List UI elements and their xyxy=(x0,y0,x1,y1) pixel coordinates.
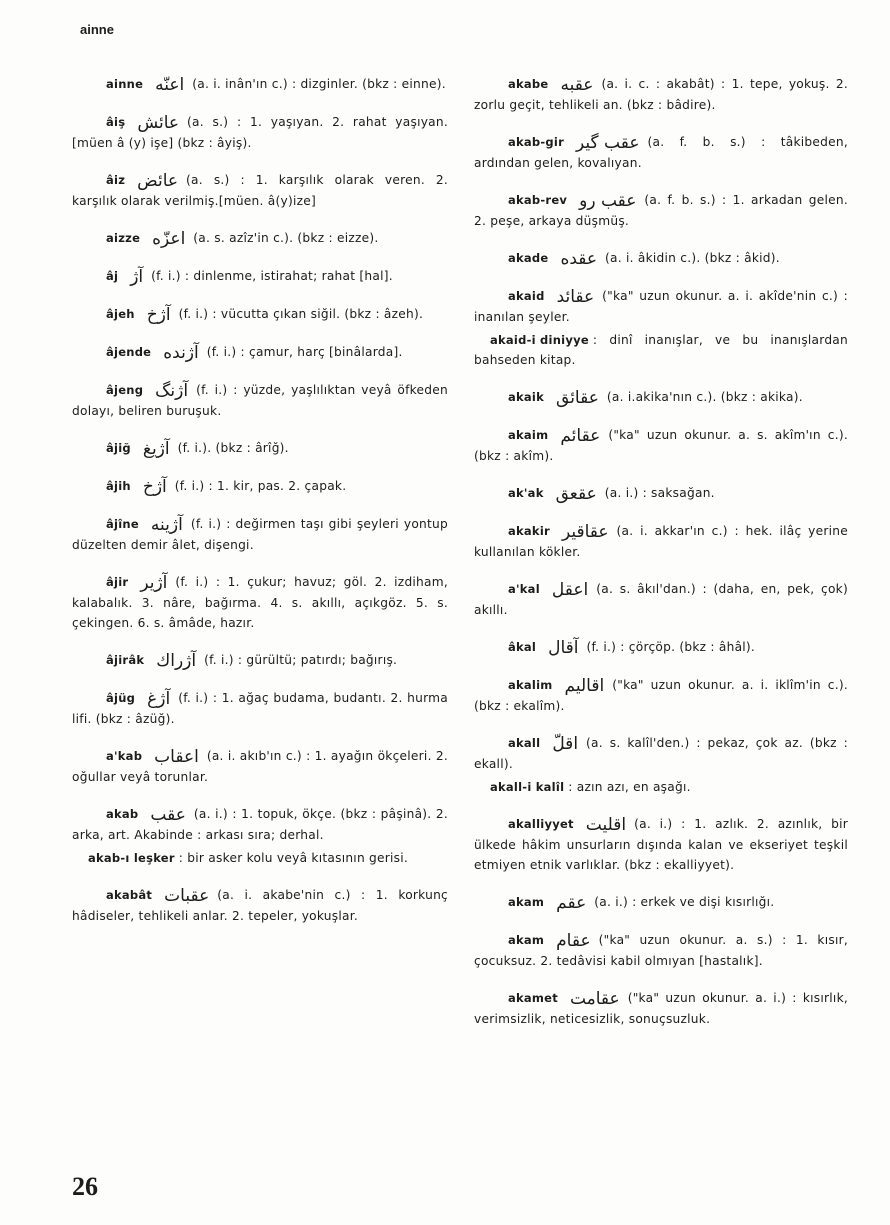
entry-headword: akab xyxy=(106,807,139,821)
entry-arabic-script: اعنّه xyxy=(155,75,185,95)
entry-headword: âjüg xyxy=(106,691,136,705)
entry-arabic-script: عقب رو xyxy=(579,191,637,211)
entry-arabic-script: عقب گیر xyxy=(576,133,640,153)
dictionary-entry xyxy=(474,733,848,774)
entry-headword: âiz xyxy=(106,173,126,187)
dictionary-entry xyxy=(474,387,848,408)
dictionary-entry xyxy=(72,688,448,729)
dictionary-entry xyxy=(474,814,848,875)
dictionary-entry xyxy=(474,930,848,971)
dictionary-entry xyxy=(474,483,848,504)
entry-definition: (f. i.). (bkz : ârîğ). xyxy=(177,441,289,455)
entry-definition: (a. s.) : 1. karşılık olarak veren. 2. karşılık olarak verilmiş.[müen. â(y)ize] xyxy=(72,173,448,208)
entry-arabic-script: عقائد xyxy=(556,287,595,307)
entry-headword: akab-rev xyxy=(508,193,568,207)
entry-headword: akam xyxy=(508,933,545,947)
entry-headword: akab-ı leşker xyxy=(88,851,175,865)
dictionary-entry xyxy=(72,885,448,926)
entry-arabic-script: عقائق xyxy=(556,388,599,408)
entry-headword: âkal xyxy=(508,640,537,654)
entry-headword: akakir xyxy=(508,524,550,538)
dictionary-entry xyxy=(474,286,848,327)
entry-definition: (f. i.) : çamur, harç [binâlarda]. xyxy=(206,345,403,359)
entry-headword: âjirâk xyxy=(106,653,145,667)
entry-definition: (f. i.) : vücutta çıkan siğil. (bkz : âzeh). xyxy=(178,307,424,321)
entry-definition: (a. i. c. : akabât) : 1. tepe, yokuş. 2. zorlu geçit, tehlikeli an. (bkz : bâdire). xyxy=(474,77,848,112)
entry-definition: (a. i.) : erkek ve dişi kısırlığı. xyxy=(594,895,775,909)
entry-definition: (f. i.) : dinlenme, istirahat; rahat [hal]. xyxy=(151,269,393,283)
entry-headword: âjîne xyxy=(106,517,139,531)
entry-definition: (a. i. akıb'ın c.) : 1. ayağın ökçeleri. 2. oğullar veyâ torunlar. xyxy=(72,749,448,784)
entry-arabic-script: عقعق xyxy=(555,484,597,504)
entry-headword: a'kal xyxy=(508,582,540,596)
dictionary-entry xyxy=(474,777,848,797)
entry-headword: akalim xyxy=(508,678,553,692)
dictionary-entry xyxy=(72,848,448,868)
entry-arabic-script: عقبات xyxy=(164,886,210,906)
dictionary-entry xyxy=(474,74,848,115)
dictionary-entry xyxy=(72,650,448,671)
right-column xyxy=(474,74,848,1046)
entry-headword: akam xyxy=(508,895,545,909)
entry-definition: (a. f. b. s.) : 1. arkadan gelen. 2. peşe, arkaya düşmüş. xyxy=(474,193,848,228)
page-number: 26 xyxy=(72,1172,98,1201)
running-head: ainne xyxy=(80,22,114,37)
entry-arabic-script: عائش xyxy=(137,113,180,133)
dictionary-entry xyxy=(72,572,448,633)
entry-definition: (a. i.) : 1. topuk, ökçe. (bkz : pâşinâ). 2. arka, art. Akabinde : arkası sıra; derhal. xyxy=(72,807,448,842)
entry-definition: (f. i.) : yüzde, yaşlılıktan veyâ öfkeden dolayı, beliren buruşuk. xyxy=(72,383,448,418)
entry-headword: âjeng xyxy=(106,383,144,397)
entry-headword: ainne xyxy=(106,77,144,91)
entry-arabic-script: آژخ xyxy=(142,477,167,497)
entry-headword: âjir xyxy=(106,575,129,589)
entry-headword: ak'ak xyxy=(508,486,544,500)
entry-definition: (f. i.) : 1. ağaç budama, budantı. 2. hurma lifi. (bkz : âzüğ). xyxy=(72,691,448,726)
dictionary-entry xyxy=(474,637,848,658)
entry-definition: : azın azı, en aşağı. xyxy=(568,780,691,794)
left-column xyxy=(72,74,448,943)
entry-definition: (a. s. azîz'in c.). (bkz : eizze). xyxy=(193,231,379,245)
entry-definition: (a. f. b. s.) : tâkibeden, ardından gelen, kovalıyan. xyxy=(474,135,848,170)
entry-arabic-script: اقالیم xyxy=(564,676,605,696)
entry-headword: âjiğ xyxy=(106,441,131,455)
entry-definition: (a. s. kalîl'den.) : pekaz, çok az. (bkz : ekall). xyxy=(474,736,848,771)
entry-definition: ("ka" uzun okunur. a. i. iklîm'in c.). (bkz : ekalîm). xyxy=(474,678,848,713)
entry-headword: âj xyxy=(106,269,119,283)
dictionary-entry xyxy=(474,248,848,269)
entry-definition: (a. s.) : 1. yaşıyan. 2. rahat yaşıyan.[müen â (y) işe] (bkz : âyiş). xyxy=(72,115,448,150)
entry-definition: : bir asker kolu veyâ kıtasının gerisi. xyxy=(178,851,409,865)
dictionary-entry xyxy=(474,190,848,231)
entry-headword: akall-i kalîl xyxy=(490,780,565,794)
dictionary-entry xyxy=(72,342,448,363)
entry-headword: akabât xyxy=(106,888,153,902)
dictionary-entry xyxy=(72,266,448,287)
entry-headword: akamet xyxy=(508,991,558,1005)
dictionary-entry xyxy=(72,476,448,497)
dictionary-entry xyxy=(474,892,848,913)
entry-definition: (f. i.) : 1. kir, pas. 2. çapak. xyxy=(174,479,347,493)
entry-definition: (a. s. âkıl'dan.) : (daha, en, pek, çok) akıllı. xyxy=(474,582,848,617)
dictionary-entry xyxy=(72,304,448,325)
entry-arabic-script: آژنده xyxy=(163,343,199,363)
entry-arabic-script: اعقاب xyxy=(154,747,199,767)
entry-headword: akaid xyxy=(508,289,545,303)
entry-definition: ("ka" uzun okunur. a. s. akîm'ın c.). (bkz : akîm). xyxy=(474,428,848,463)
dictionary-entry xyxy=(72,380,448,421)
entry-definition: (a. i.) : 1. azlık. 2. azınlık, bir ülkede hâkim unsurların dışında kalan ve ekseriyet teşkil etmiyen etnik varlıklar. (bkz : ekalliyyet). xyxy=(474,817,848,872)
entry-arabic-script: اعقل xyxy=(551,580,589,600)
entry-headword: aizze xyxy=(106,231,141,245)
entry-arabic-script: آژراك xyxy=(156,651,197,671)
dictionary-entry xyxy=(72,438,448,459)
entry-arabic-script: اقلیت xyxy=(585,815,627,835)
entry-arabic-script: عقبه xyxy=(560,75,594,95)
entry-headword: akade xyxy=(508,251,549,265)
entry-definition: ("ka" uzun okunur. a. i. akîde'nin c.) : inanılan şeyler. xyxy=(474,289,848,324)
dictionary-entry xyxy=(474,132,848,173)
entry-headword: akabe xyxy=(508,77,549,91)
entry-arabic-script: عقده xyxy=(560,249,598,269)
entry-definition: (a. i. akkar'ın c.) : hek. ilâç yerine kullanılan kökler. xyxy=(474,524,848,559)
entry-arabic-script: آژخ xyxy=(146,305,171,325)
entry-definition: (f. i.) : gürültü; patırdı; bağırış. xyxy=(204,653,398,667)
entry-headword: akab-gir xyxy=(508,135,565,149)
entry-arabic-script: آژیغ xyxy=(142,439,170,459)
entry-definition: (a. i. âkidin c.). (bkz : âkid). xyxy=(605,251,780,265)
entry-definition: (f. i.) : 1. çukur; havuz; göl. 2. izdiham, kalabalık. 3. nâre, bağırma. 4. s. akıllı, açıkgöz. 5. s. çekingen. 6. s. âmâde, hazır. xyxy=(72,575,448,630)
entry-definition: (f. i.) : değirmen taşı gibi şeyleri yontup düzelten demir âlet, dişengi. xyxy=(72,517,448,552)
entry-arabic-script: آژینه xyxy=(150,515,183,535)
entry-arabic-script: آژ xyxy=(130,267,144,287)
entry-definition: (a. i. inân'ın c.) : dizginler. (bkz : einne). xyxy=(192,77,446,91)
entry-definition: (a. i.akika'nın c.). (bkz : akika). xyxy=(606,390,803,404)
entry-arabic-script: عقاقیر xyxy=(561,522,609,542)
dictionary-entry xyxy=(72,804,448,845)
entry-arabic-script: اقلّ xyxy=(552,734,579,754)
entry-arabic-script: آقال xyxy=(548,638,579,658)
dictionary-entry xyxy=(72,112,448,153)
entry-definition: ("ka" uzun okunur. a. i.) : kısırlık, verimsizlik, neticesizlik, sonuçsuzluk. xyxy=(474,991,848,1026)
entry-headword: akaim xyxy=(508,428,549,442)
entry-headword: âjeh xyxy=(106,307,135,321)
entry-arabic-script: آژنگ xyxy=(155,381,189,401)
entry-arabic-script: عقب xyxy=(150,805,186,825)
dictionary-entry xyxy=(474,425,848,466)
dictionary-entry xyxy=(72,746,448,787)
dictionary-entry xyxy=(72,170,448,211)
entry-definition: (f. i.) : çörçöp. (bkz : âhâl). xyxy=(586,640,756,654)
entry-arabic-script: آژغ xyxy=(147,689,171,709)
dictionary-entry xyxy=(474,675,848,716)
entry-headword: âjende xyxy=(106,345,152,359)
entry-headword: âiş xyxy=(106,115,126,129)
entry-definition: (a. i. akabe'nin c.) : 1. korkunç hâdiseler, tehlikeli anlar. 2. tepeler, yokuşlar. xyxy=(72,888,448,923)
entry-arabic-script: آژیر xyxy=(140,573,168,593)
entry-arabic-script: اعزّه xyxy=(152,229,186,249)
dictionary-entry xyxy=(72,228,448,249)
entry-arabic-script: عقم xyxy=(556,893,587,913)
entry-headword: akaik xyxy=(508,390,545,404)
dictionary-entry xyxy=(474,579,848,620)
dictionary-entry xyxy=(474,521,848,562)
entry-definition: ("ka" uzun okunur. a. s.) : 1. kısır, çocuksuz. 2. tedâvisi kabil olmıyan [hastalık]. xyxy=(474,933,848,968)
dictionary-entry xyxy=(72,514,448,555)
entry-arabic-script: عقامت xyxy=(569,989,620,1009)
entry-headword: akall xyxy=(508,736,541,750)
dictionary-entry xyxy=(474,330,848,370)
dictionary-entry xyxy=(474,988,848,1029)
entry-definition: : dinî inanışlar, ve bu inanışlardan bahseden kitap. xyxy=(474,333,848,367)
entry-headword: a'kab xyxy=(106,749,143,763)
entry-arabic-script: عائض xyxy=(137,171,179,191)
entry-arabic-script: عقام xyxy=(556,931,591,951)
dictionary-entry xyxy=(72,74,448,95)
entry-headword: âjih xyxy=(106,479,131,493)
entry-definition: (a. i.) : saksağan. xyxy=(604,486,715,500)
entry-headword: akaid-i diniyye xyxy=(490,333,589,347)
entry-headword: akalliyyet xyxy=(508,817,574,831)
entry-arabic-script: عقائم xyxy=(560,426,601,446)
